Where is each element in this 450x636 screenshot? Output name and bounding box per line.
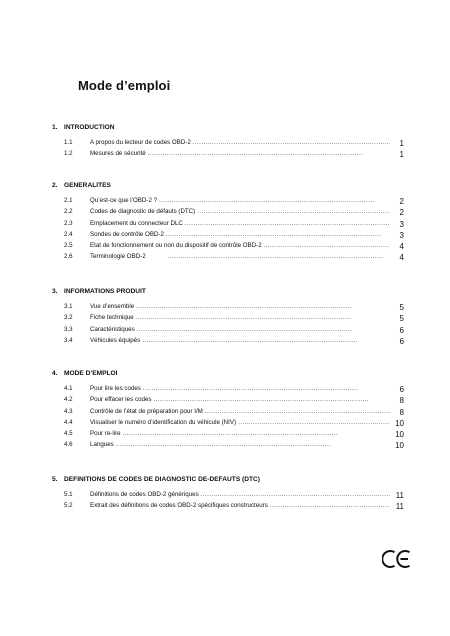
toc-entry[interactable] [52, 427, 404, 438]
entry-number: 2.2 [64, 208, 73, 216]
entry-label: Fiche technique [90, 314, 134, 322]
dot-leader [264, 241, 390, 252]
entry-number: 3.4 [64, 336, 73, 344]
dot-leader [238, 418, 390, 429]
toc-entry[interactable] [52, 323, 404, 334]
entry-label: Etat de fonctionnement ou non du dispositif de contrôle OBD-2 [90, 242, 262, 250]
section-number: 3. [52, 288, 58, 295]
entry-page: 1 [399, 139, 404, 148]
entry-label: Pour lire les codes [90, 385, 141, 392]
entry-page: 6 [399, 325, 404, 335]
dot-leader [123, 429, 390, 440]
section-heading [52, 287, 404, 297]
entry-page: 3 [399, 230, 404, 240]
section-entries [52, 194, 404, 262]
section-entries [52, 488, 404, 511]
entry-page: 3 [399, 219, 404, 229]
entry-number: 4.1 [64, 385, 73, 392]
toc-entry[interactable] [52, 228, 404, 239]
dot-leader [197, 207, 390, 218]
toc-entry[interactable] [52, 416, 404, 427]
section-number: 4. [52, 370, 58, 377]
entry-page: 1 [399, 150, 404, 160]
entry-label: A propos du lecteur de codes OBD-2 [90, 139, 191, 146]
toc-section-informations-produit [52, 287, 404, 345]
toc-section-generalites [52, 181, 404, 262]
entry-page: 2 [399, 197, 404, 206]
toc-entry[interactable] [52, 136, 404, 147]
entry-label: Mesures de sécurité [90, 150, 146, 158]
entry-page: 5 [399, 303, 404, 312]
section-heading [52, 123, 404, 133]
dot-leader [148, 149, 390, 160]
entry-page: 8 [399, 396, 404, 406]
section-heading [52, 369, 404, 379]
entry-label: Caractéristiques [90, 325, 135, 333]
entry-page: 8 [399, 407, 404, 417]
toc-entry[interactable] [52, 250, 404, 261]
section-number: 2. [52, 182, 58, 189]
section-title: DEFINITIONS DE CODES DE DIAGNOSTIC DE-DEFAUTS (DTC) [64, 476, 260, 483]
entry-label: Emplacement du connecteur DLC [90, 219, 183, 227]
dot-leader [116, 440, 390, 451]
dot-leader [136, 302, 390, 313]
toc-entry[interactable] [52, 147, 404, 158]
section-heading [52, 181, 404, 191]
section-entries [52, 300, 404, 345]
entry-number: 4.2 [64, 396, 73, 404]
entry-label: Définitions de codes OBD-2 génériques [90, 491, 199, 498]
section-entries [52, 136, 404, 159]
section-number: 1. [52, 124, 58, 131]
entry-number: 4.3 [64, 407, 73, 415]
entry-page: 10 [395, 430, 404, 440]
entry-number: 5.2 [64, 502, 73, 510]
entry-label: Langues [90, 441, 114, 449]
entry-page: 10 [395, 418, 404, 428]
entry-label: Sondes de contrôle OBD-2 [90, 230, 164, 238]
dot-leader [143, 384, 390, 395]
dot-leader [270, 501, 390, 512]
toc-entry[interactable] [52, 205, 404, 216]
dot-leader [185, 219, 390, 230]
entry-page: 11 [395, 491, 404, 500]
entry-number: 1.2 [64, 150, 73, 158]
entry-number: 4.4 [64, 418, 73, 426]
entry-label: Véhicules équipés [90, 336, 141, 344]
toc-section-mode-emploi [52, 369, 404, 450]
entry-label: Extrait des définitions de codes OBD-2 spécifiques constructeurs [90, 502, 268, 510]
toc-entry[interactable] [52, 300, 404, 311]
toc-entry[interactable] [52, 499, 404, 510]
section-title: INFORMATIONS PRODUIT [64, 288, 146, 295]
entry-label: Vue d’ensemble [90, 303, 135, 310]
entry-number: 4.5 [64, 430, 73, 438]
toc-entry[interactable] [52, 393, 404, 404]
entry-page: 10 [395, 441, 404, 451]
ce-conformity-icon [382, 549, 412, 569]
entry-page: 11 [395, 502, 404, 512]
toc-entry[interactable] [52, 438, 404, 449]
toc-entry[interactable] [52, 239, 404, 250]
entry-page: 6 [399, 385, 404, 394]
entry-number: 3.3 [64, 325, 73, 333]
entry-label: Contrôle de l’état de préparation pour I/M [90, 407, 203, 415]
section-title: INTRODUCTION [64, 124, 115, 131]
toc-section-definitions-dtc [52, 475, 404, 511]
entry-number: 1.1 [64, 139, 73, 146]
entry-number: 3.1 [64, 303, 73, 310]
page-title: Mode d’emploi [78, 78, 171, 93]
entry-number: 2.5 [64, 242, 73, 250]
section-title: MODE D’EMPLOI [64, 370, 118, 377]
dot-leader [193, 138, 390, 149]
toc-entry[interactable] [52, 382, 404, 393]
entry-label: Terminologie OBD-2 [90, 253, 146, 261]
entry-number: 5.1 [64, 491, 73, 498]
toc-entry[interactable] [52, 488, 404, 499]
entry-page: 4 [399, 242, 404, 252]
entry-label: Qu’est-ce que l’OBD-2 ? [90, 197, 158, 204]
dot-leader [142, 336, 390, 347]
section-heading [52, 475, 404, 485]
entry-page: 4 [399, 253, 404, 263]
entry-number: 3.2 [64, 314, 73, 322]
toc-entry[interactable] [52, 311, 404, 322]
entry-label: Pour effacer les codes [90, 396, 152, 404]
dot-leader [137, 325, 390, 336]
entry-page: 6 [399, 336, 404, 346]
dot-leader [136, 313, 390, 324]
section-number: 5. [52, 476, 58, 483]
entry-number: 2.6 [64, 253, 73, 261]
toc-entry[interactable] [52, 405, 404, 416]
section-title: GENERALITES [64, 182, 111, 189]
entry-label: Visualiser le numéro d’identification du véhicule (NIV) [90, 418, 237, 426]
toc-entry[interactable] [52, 217, 404, 228]
entry-number: 2.1 [64, 197, 73, 204]
toc-entry[interactable] [52, 194, 404, 205]
dot-leader [168, 252, 390, 263]
toc-section-introduction [52, 123, 404, 159]
toc-entry[interactable] [52, 334, 404, 345]
entry-number: 2.3 [64, 219, 73, 227]
entry-label: Codes de diagnostic de défauts (DTC) [90, 208, 196, 216]
section-entries [52, 382, 404, 450]
entry-number: 4.6 [64, 441, 73, 449]
entry-number: 2.4 [64, 230, 73, 238]
entry-label: Pour re-lire [90, 430, 121, 438]
entry-page: 5 [399, 314, 404, 324]
entry-page: 2 [399, 208, 404, 218]
